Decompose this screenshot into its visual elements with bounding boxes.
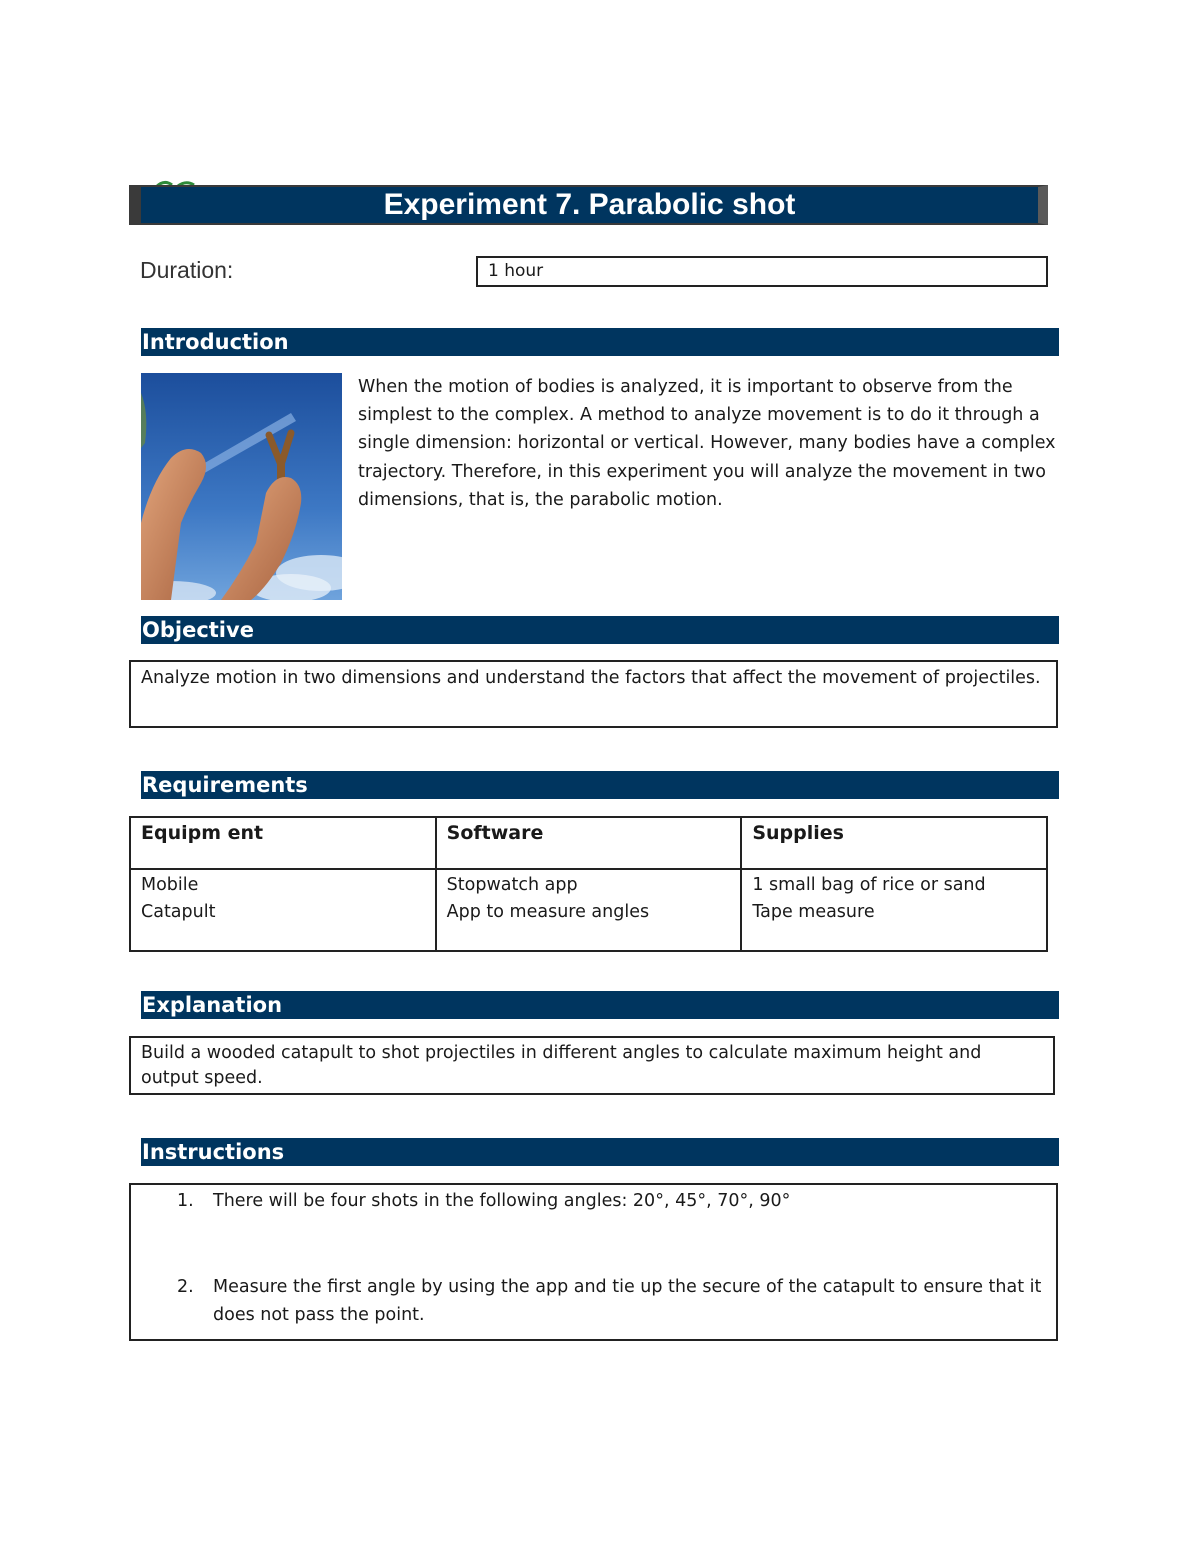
explanation-text: Build a wooded catapult to shot projectiles in different angles to calculate maximum height and output speed. bbox=[141, 1043, 982, 1088]
software-cell bbox=[436, 869, 742, 951]
duration-value: 1 hour bbox=[476, 256, 1048, 287]
list-item-number: 1. bbox=[177, 1191, 194, 1211]
objective-text: Analyze motion in two dimensions and understand the factors that affect the movement of projectiles. bbox=[141, 668, 1041, 688]
list-item-number: 2. bbox=[177, 1277, 194, 1297]
list-item: Catapult bbox=[141, 902, 216, 922]
column-header-software: Software bbox=[436, 817, 742, 869]
list-item-text: There will be four shots in the following angles: 20°, 45°, 70°, 90° bbox=[213, 1191, 791, 1211]
explanation-heading: Explanation bbox=[141, 991, 1059, 1019]
slingshot-photo bbox=[141, 373, 342, 600]
introduction-text: When the motion of bodies is analyzed, it is important to observe from the simplest to the complex. A method to analyze movement is to do it through a single dimension: horizontal or vertical. However, many bodies have a complex trajectory. Therefore, in this experiment you will analyze the movement in two dimensions, that is, the parabolic motion. bbox=[358, 377, 1056, 510]
list-item bbox=[177, 1187, 1073, 1215]
list-item: Tape measure bbox=[752, 902, 875, 922]
list-item bbox=[177, 1273, 1073, 1329]
introduction-heading: Introduction bbox=[141, 328, 1059, 356]
list-item-text: Measure the first angle by using the app and tie up the secure of the catapult to ensure that it does not pass the point. bbox=[213, 1277, 1042, 1325]
equipment-cell bbox=[130, 869, 436, 951]
supplies-cell bbox=[741, 869, 1047, 951]
instructions-box bbox=[129, 1183, 1058, 1341]
list-item: Mobile bbox=[141, 875, 199, 895]
requirements-heading: Requirements bbox=[141, 771, 1059, 799]
table-header-row bbox=[130, 817, 1047, 869]
duration-label: Duration: bbox=[140, 257, 234, 283]
title-bar bbox=[129, 185, 1048, 225]
list-item: App to measure angles bbox=[446, 902, 650, 922]
list-item: Stopwatch app bbox=[446, 875, 578, 895]
objective-heading: Objective bbox=[141, 616, 1059, 644]
objective-box bbox=[129, 660, 1058, 728]
page-title: Experiment 7. Parabolic shot bbox=[383, 188, 796, 221]
requirements-table bbox=[129, 816, 1048, 952]
list-item: 1 small bag of rice or sand bbox=[752, 875, 986, 895]
table-row bbox=[130, 869, 1047, 951]
column-header-supplies: Supplies bbox=[741, 817, 1047, 869]
explanation-box bbox=[129, 1036, 1055, 1095]
instructions-heading: Instructions bbox=[141, 1138, 1059, 1166]
column-header-equipment: Equipm ent bbox=[130, 817, 436, 869]
